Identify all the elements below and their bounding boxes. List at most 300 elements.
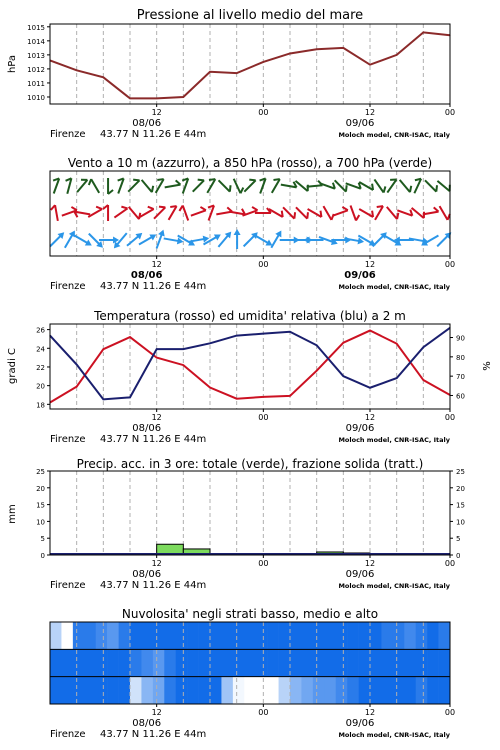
wind-vector-700hPa (189, 177, 204, 192)
wind-vector-10m (370, 230, 389, 249)
wind-vector-shaft (387, 207, 397, 219)
cloud-cell-medio (84, 649, 96, 677)
cloud-cell-basso (210, 677, 222, 705)
y-tick-label: 1014 (27, 37, 45, 46)
wind-vector-700hPa (49, 177, 59, 194)
wind-vector-shaft (272, 179, 280, 193)
cloud-cell-medio (73, 649, 85, 677)
chart-title: Vento a 10 m (azzurro), a 850 hPa (rosso), a 700 hPa (verde) (67, 156, 433, 170)
x-tick-label: 12 (364, 260, 376, 269)
cloud-cell-alto (416, 622, 428, 650)
cloud-cell-alto (381, 622, 393, 650)
y-right-tick-label: 80 (456, 353, 465, 362)
wind-vector-700hPa (281, 180, 298, 188)
cloud-cell-medio (279, 649, 291, 677)
wind-vector-shaft (283, 207, 294, 218)
cloud-cell-alto (233, 622, 245, 650)
wind-vector-shaft (375, 206, 383, 220)
pressure-point (396, 54, 397, 55)
wind-vector-head (234, 229, 241, 235)
location-label: Firenze (50, 281, 86, 292)
wind-vector-shaft (269, 209, 283, 217)
wind-vector-700hPa (62, 177, 71, 194)
y-right-tick-label: 0 (456, 552, 461, 560)
temperature-point (316, 370, 317, 371)
wind-vector-shaft (207, 179, 215, 193)
cloud-cell-basso (221, 677, 233, 705)
wind-vector-head (304, 237, 310, 244)
date-label: 08/06 (132, 423, 162, 434)
wind-vector-10m (435, 230, 454, 249)
credit-label: Moloch model, CNR-ISAC, Italy (338, 582, 450, 590)
wind-vector-head (158, 228, 167, 236)
x-tick-label: 12 (151, 260, 162, 269)
plot-frame-3 (50, 471, 450, 555)
wind-vector-shaft (308, 209, 322, 217)
wind-vector-shaft (350, 205, 355, 220)
wind-vector-shaft (244, 180, 255, 191)
x-tick-label: 00 (444, 108, 456, 117)
cloud-cell-medio (301, 649, 313, 677)
humidity-line (50, 328, 450, 399)
cloud-cell-basso (119, 677, 131, 705)
x-tick-label: 00 (258, 108, 269, 117)
y-right-tick-label: 60 (456, 392, 465, 401)
wind-vector-shaft (437, 181, 449, 191)
cloud-cell-medio (61, 649, 73, 677)
wind-vector-700hPa (203, 177, 215, 193)
wind-vector-shaft (165, 185, 181, 188)
humidity-point (369, 387, 370, 388)
y-tick-label: 10 (36, 518, 45, 527)
wind-vector-shaft (55, 205, 58, 221)
y-right-tick-label: 20 (456, 484, 465, 493)
cloud-cell-basso (164, 677, 176, 705)
date-label: 09/06 (345, 118, 375, 129)
cloud-cell-basso (73, 677, 85, 705)
cloud-cell-medio (324, 649, 336, 677)
cloud-cell-basso (324, 677, 336, 705)
cloud-cell-alto (336, 622, 348, 650)
cloud-cell-medio (199, 649, 211, 677)
wind-vector-shaft (114, 208, 127, 217)
cloud-cell-alto (141, 622, 153, 650)
cloud-cell-alto (119, 622, 131, 650)
cloud-cell-alto (359, 622, 371, 650)
cloud-cell-alto (73, 622, 85, 650)
wind-vector-700hPa (267, 177, 279, 193)
cloud-cell-basso (187, 677, 199, 705)
temperature-line (50, 331, 450, 403)
cloud-cell-medio (210, 649, 222, 677)
humidity-point (396, 377, 397, 378)
y-axis-label: gradi C (7, 348, 18, 384)
wind-vector-shaft (295, 181, 307, 191)
wind-vector-shaft (359, 209, 373, 217)
wind-vector-shaft (88, 209, 102, 217)
cloud-cell-alto (324, 622, 336, 650)
chart-title: Precip. acc. in 3 ore: totale (verde), frazione solida (tratt.) (76, 457, 424, 471)
wind-vector-850hPa (112, 204, 128, 217)
wind-vector-850hPa (189, 206, 206, 216)
cloud-cell-medio (381, 649, 393, 677)
coords-label: 43.77 N 11.26 E 44m (100, 281, 207, 292)
plot-frame-2 (50, 324, 450, 409)
cloud-cell-alto (50, 622, 62, 650)
cloud-cell-alto (130, 622, 142, 650)
wind-vector-10m (125, 230, 145, 248)
cloud-cell-medio (119, 649, 131, 677)
pressure-point (423, 32, 424, 33)
x-tick-label: 00 (444, 708, 456, 717)
pressure-point (316, 49, 317, 50)
cloud-cell-basso (347, 677, 359, 705)
wind-vector-shaft (91, 179, 99, 193)
cloud-cell-medio (267, 649, 279, 677)
cloud-cell-medio (130, 649, 142, 677)
y-tick-label: 5 (40, 535, 45, 544)
cloud-cell-basso (256, 677, 268, 705)
wind-vector-shaft (440, 206, 448, 220)
cloud-cell-alto (393, 622, 405, 650)
cloud-cell-alto (153, 622, 165, 650)
cloud-cell-alto (61, 622, 73, 650)
x-tick-label: 12 (364, 108, 376, 117)
humidity-point (183, 349, 184, 350)
cloud-cell-basso (381, 677, 393, 705)
cloud-cell-alto (313, 622, 325, 650)
cloud-cell-basso (439, 677, 451, 705)
wind-vector-700hPa (320, 179, 337, 189)
cloud-cell-basso (130, 677, 142, 705)
pressure-point (103, 77, 104, 78)
wind-vector-shaft (423, 212, 439, 215)
pressure-point (263, 61, 264, 62)
humidity-point (343, 376, 344, 377)
wind-vector-head (85, 239, 94, 248)
y-right-tick-label: 70 (456, 373, 465, 382)
temperature-point (183, 364, 184, 365)
cloud-cell-basso (84, 677, 96, 705)
cloud-cell-basso (393, 677, 405, 705)
wind-vector-shaft (140, 209, 154, 217)
humidity-point (316, 345, 317, 346)
cloud-cell-basso (199, 677, 211, 705)
humidity-point (289, 331, 290, 332)
pressure-point (289, 53, 290, 54)
wind-vector-shaft (77, 180, 87, 192)
humidity-point (236, 335, 237, 336)
cloud-cell-alto (439, 622, 451, 650)
temperature-point (343, 342, 344, 343)
credit-label: Moloch model, CNR-ISAC, Italy (338, 731, 450, 739)
x-tick-label: 12 (364, 559, 376, 568)
wind-vector-shaft (359, 182, 373, 190)
wind-vector-850hPa (296, 204, 311, 219)
pressure-point (156, 98, 157, 99)
cloud-cell-alto (221, 622, 233, 650)
cloud-cell-alto (404, 622, 416, 650)
coords-label: 43.77 N 11.26 E 44m (100, 129, 207, 140)
cloud-cell-medio (256, 649, 268, 677)
y-tick-label: 1013 (27, 51, 45, 60)
cloud-cell-basso (313, 677, 325, 705)
cloud-cell-medio (290, 649, 302, 677)
wind-vector-shaft (219, 180, 230, 191)
cloud-cell-medio (416, 649, 428, 677)
wind-vector-700hPa (125, 177, 140, 192)
temperature-point (263, 396, 264, 397)
cloud-cell-alto (427, 622, 439, 650)
wind-vector-850hPa (412, 204, 427, 218)
wind-vector-850hPa (397, 206, 414, 216)
coords-label: 43.77 N 11.26 E 44m (100, 580, 207, 591)
wind-vector-850hPa (215, 207, 232, 215)
wind-vector-850hPa (269, 205, 285, 217)
pressure-point (209, 71, 210, 72)
wind-vector-700hPa (425, 177, 440, 192)
wind-vector-700hPa (346, 179, 363, 189)
temperature-point (209, 387, 210, 388)
cloud-cell-basso (107, 677, 119, 705)
pressure-point (129, 98, 130, 99)
wind-vector-10m (241, 230, 260, 249)
wind-vector-shaft (333, 210, 348, 215)
pressure-line (50, 32, 450, 98)
cloud-cell-medio (359, 649, 371, 677)
credit-label: Moloch model, CNR-ISAC, Italy (338, 283, 450, 291)
x-tick-label: 12 (364, 708, 376, 717)
cloud-cell-basso (96, 677, 108, 705)
wind-vector-head (214, 231, 223, 240)
wind-vector-shaft (335, 180, 346, 191)
cloud-cell-basso (416, 677, 428, 705)
wind-vector-700hPa (234, 177, 245, 194)
x-tick-label: 00 (258, 260, 269, 269)
temperature-point (289, 395, 290, 396)
wind-vector-850hPa (422, 207, 439, 215)
y-tick-label: 24 (36, 345, 45, 354)
x-tick-label: 00 (444, 559, 456, 568)
date-label: 08/06 (132, 118, 162, 129)
cloud-cell-medio (313, 649, 325, 677)
cloud-cell-alto (370, 622, 382, 650)
cloud-cell-medio (393, 649, 405, 677)
x-tick-label: 12 (151, 708, 162, 717)
y-tick-label: 20 (36, 484, 45, 493)
location-label: Firenze (50, 580, 86, 591)
date-label: 08/06 (130, 270, 163, 281)
cloud-cell-alto (176, 622, 188, 650)
location-label: Firenze (50, 129, 86, 140)
humidity-point (103, 399, 104, 400)
x-tick-label: 00 (444, 413, 456, 422)
cloud-cell-alto (301, 622, 313, 650)
date-label: 09/06 (345, 569, 375, 580)
x-tick-label: 00 (258, 559, 269, 568)
cloud-cell-alto (164, 622, 176, 650)
plot-frame-0 (50, 24, 450, 104)
x-tick-label: 12 (151, 559, 162, 568)
wind-vector-shaft (193, 180, 204, 191)
date-label: 09/06 (344, 270, 376, 281)
temperature-point (129, 336, 130, 337)
cloud-cell-alto (256, 622, 268, 650)
x-tick-label: 12 (151, 413, 162, 422)
cloud-cell-medio (164, 649, 176, 677)
wind-vector-700hPa (87, 179, 99, 195)
wind-vector-850hPa (150, 204, 165, 219)
cloud-cell-alto (279, 622, 291, 650)
cloud-cell-medio (370, 649, 382, 677)
cloud-cell-medio (439, 649, 451, 677)
wind-vector-shaft (412, 208, 424, 218)
temperature-point (236, 398, 237, 399)
wind-vector-700hPa (114, 177, 124, 194)
y-tick-label: 1015 (27, 23, 45, 32)
y-tick-label: 0 (40, 552, 45, 560)
cloud-cell-alto (96, 622, 108, 650)
pressure-point (343, 47, 344, 48)
cloud-cell-basso (176, 677, 188, 705)
chart-title: Temperatura (rosso) ed umidita' relativa (blu) a 2 m (94, 309, 406, 323)
wind-vector-head (275, 229, 284, 238)
cloud-cell-basso (404, 677, 416, 705)
temperature-point (156, 357, 157, 358)
y-tick-label: 18 (36, 401, 45, 410)
wind-vector-700hPa (73, 177, 87, 192)
wind-vector-850hPa (204, 204, 214, 221)
cloud-cell-medio (50, 649, 62, 677)
cloud-cell-basso (290, 677, 302, 705)
pressure-point (183, 96, 184, 97)
cloud-cell-medio (107, 649, 119, 677)
wind-vector-shaft (142, 180, 152, 192)
wind-vector-shaft (323, 206, 331, 220)
wind-vector-10m (62, 229, 78, 250)
wind-vector-shaft (387, 179, 396, 192)
cloud-cell-medio (221, 649, 233, 677)
cloud-cell-basso (50, 677, 62, 705)
wind-vector-shaft (169, 206, 177, 220)
wind-vector-850hPa (323, 204, 335, 220)
cloud-cell-basso (359, 677, 371, 705)
x-tick-label: 12 (151, 108, 162, 117)
x-tick-label: 12 (364, 413, 376, 422)
wind-vector-850hPa (350, 204, 360, 221)
pressure-point (369, 64, 370, 65)
pressure-point (236, 73, 237, 74)
y-right-tick-label: 15 (456, 501, 465, 510)
wind-vector-700hPa (359, 178, 375, 190)
cloud-cell-medio (187, 649, 199, 677)
cloud-cell-alto (267, 622, 279, 650)
cloud-cell-medio (141, 649, 153, 677)
credit-label: Moloch model, CNR-ISAC, Italy (338, 436, 450, 444)
cloud-cell-alto (210, 622, 222, 650)
cloud-cell-basso (233, 677, 245, 705)
location-label: Firenze (50, 434, 86, 445)
wind-vector-700hPa (374, 177, 387, 193)
x-tick-label: 00 (444, 260, 456, 269)
wind-vector-shaft (307, 185, 323, 186)
humidity-point (209, 343, 210, 344)
date-label: 08/06 (132, 569, 162, 580)
cloud-cell-alto (107, 622, 119, 650)
wind-vector-850hPa (308, 205, 324, 217)
humidity-point (129, 397, 130, 398)
y-right-tick-label: 5 (456, 535, 461, 544)
y-right-tick-label: 90 (456, 334, 465, 343)
location-label: Firenze (50, 729, 86, 740)
y-right-axis-label: % (482, 361, 493, 371)
y-axis-label: hPa (7, 54, 18, 74)
cloud-cell-medio (427, 649, 439, 677)
temperature-point (369, 330, 370, 331)
cloud-cell-basso (244, 677, 256, 705)
y-tick-label: 15 (36, 501, 45, 510)
y-right-tick-label: 10 (456, 518, 465, 527)
wind-vector-10m (234, 229, 241, 249)
y-right-tick-label: 25 (456, 468, 465, 476)
cloud-cell-alto (199, 622, 211, 650)
wind-vector-850hPa (86, 205, 102, 217)
wind-vector-shaft (400, 180, 410, 192)
wind-vector-700hPa (400, 177, 414, 192)
cloud-cell-alto (187, 622, 199, 650)
cloud-cell-medio (176, 649, 188, 677)
cloud-cell-medio (244, 649, 256, 677)
wind-vector-700hPa (164, 180, 181, 188)
y-tick-label: 26 (36, 326, 45, 335)
wind-vector-shaft (425, 180, 436, 191)
wind-vector-shaft (296, 207, 307, 218)
wind-vector-shaft (191, 210, 206, 215)
y-tick-label: 1012 (27, 65, 45, 74)
y-axis-label: mm (7, 504, 18, 524)
wind-vector-700hPa (437, 177, 452, 191)
cloud-cell-basso (153, 677, 165, 705)
chart-title: Nuvolosita' negli strati basso, medio e alto (121, 607, 379, 621)
cloud-cell-alto (244, 622, 256, 650)
cloud-cell-basso (61, 677, 73, 705)
temperature-point (103, 349, 104, 350)
cloud-cell-alto (347, 622, 359, 650)
humidity-point (263, 333, 264, 334)
cloud-cell-medio (347, 649, 359, 677)
temperature-point (396, 343, 397, 344)
wind-vector-700hPa (255, 177, 265, 194)
cloud-cell-basso (279, 677, 291, 705)
date-label: 08/06 (132, 718, 162, 729)
x-tick-label: 00 (258, 708, 269, 717)
cloud-cell-medio (336, 649, 348, 677)
cloud-cell-basso (301, 677, 313, 705)
cloud-cell-basso (370, 677, 382, 705)
wind-vector-10m (216, 229, 234, 249)
humidity-point (156, 349, 157, 350)
humidity-point (76, 364, 77, 365)
wind-vector-850hPa (359, 205, 375, 217)
date-label: 09/06 (345, 423, 375, 434)
cloud-cell-basso (336, 677, 348, 705)
humidity-point (423, 347, 424, 348)
wind-vector-850hPa (74, 212, 91, 220)
cloud-cell-alto (84, 622, 96, 650)
wind-vector-700hPa (142, 177, 156, 192)
y-tick-label: 25 (36, 468, 45, 476)
wind-vector-700hPa (108, 178, 113, 194)
